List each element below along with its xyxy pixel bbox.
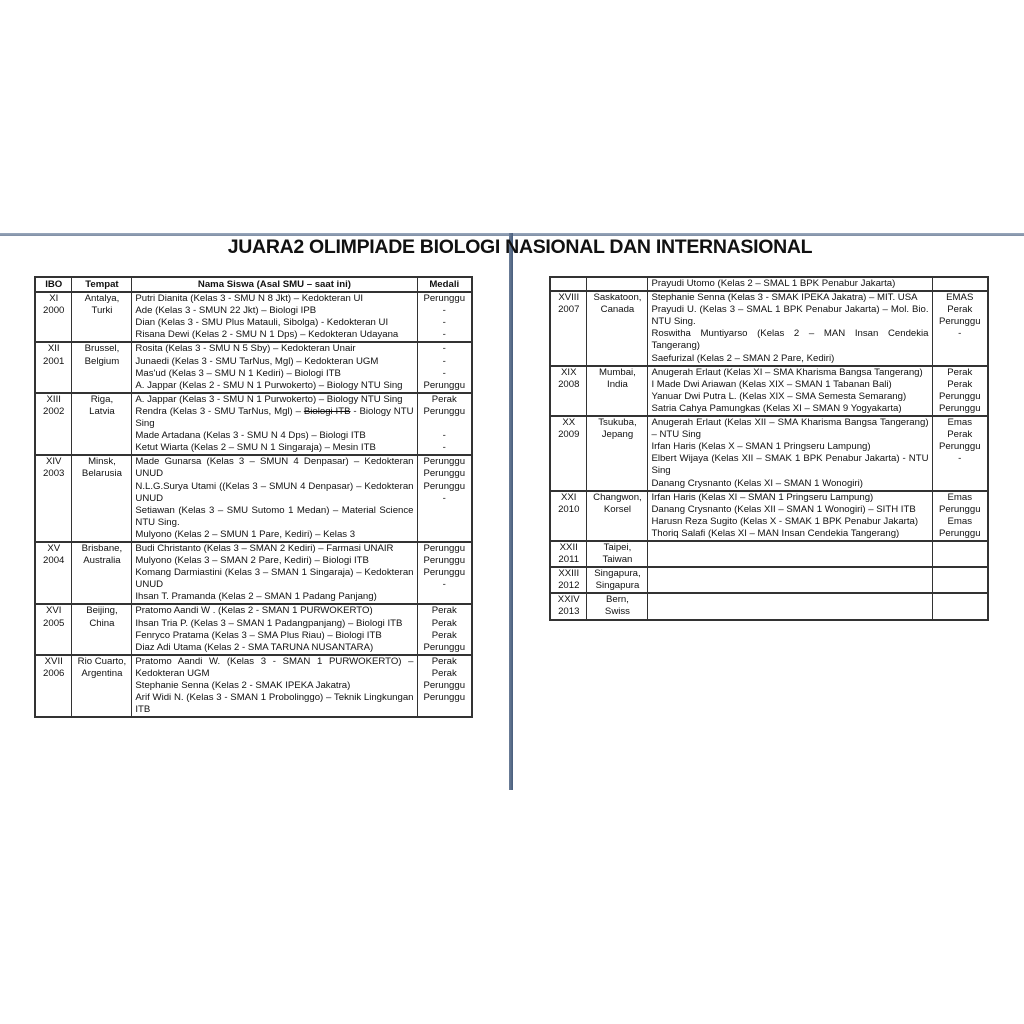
- medal: Perunggu: [423, 456, 466, 468]
- student-entry: Stephanie Senna (Kelas 2 - SMAK IPEKA Jakatra): [135, 680, 351, 691]
- venue-country: Singapura: [595, 580, 640, 592]
- table-row: [550, 541, 988, 567]
- venue-city: Brussel,: [84, 343, 120, 355]
- ibo-number: XVIII: [558, 292, 580, 304]
- medal: Perak: [431, 393, 457, 405]
- ibo-number: XVI: [45, 605, 62, 617]
- student-entry: Junaedi (Kelas 3 - SMU TarNus, Mgl) – Kedokteran UGM: [135, 355, 379, 367]
- medal: Perunggu: [938, 402, 981, 414]
- medal-list-empty: [932, 593, 988, 619]
- venue-city: Mumbai,: [599, 366, 636, 378]
- medal: -: [442, 430, 446, 442]
- student-entry: N.L.G.Surya Utami ((Kelas 3 – SMUN 4 Denpasar) – Kedokteran UNUD: [135, 480, 414, 504]
- medal: -: [442, 329, 446, 341]
- student-entry: A. Jappar (Kelas 2 - SMU N 1 Purwokerto) – Biology NTU Sing: [135, 379, 403, 391]
- student-entry: Saefurizal (Kelas 2 – SMAN 2 Pare, Kediri): [651, 352, 835, 364]
- student-entry: Diaz Adi Utama (Kelas 2 - SMA TARUNA NUSANTARA): [135, 641, 374, 653]
- header-tempat: Tempat: [72, 277, 132, 292]
- table-row: [35, 455, 472, 542]
- student-entry: Arif Widi N. (Kelas 3 - SMAN 1 Probolinggo) – Teknik Lingkungan ITB: [135, 692, 414, 716]
- venue-country: Taiwan: [602, 554, 633, 566]
- medal: Perak: [947, 378, 973, 390]
- medal: Perunggu: [938, 527, 981, 539]
- venue-city: Changwon,: [593, 491, 642, 503]
- student-entry: Mas'ud (Kelas 3 – SMU N 1 Kediri) – Biologi ITB: [135, 367, 341, 379]
- medal: Perunggu: [423, 692, 466, 704]
- venue-city: Antalya,: [84, 293, 120, 305]
- table-row: [35, 542, 472, 604]
- table-row: [550, 291, 988, 366]
- medal: Perunggu: [423, 542, 466, 554]
- ibo-number: XXIV: [557, 594, 580, 606]
- medal: Emas: [947, 417, 973, 429]
- venue-country: Belgium: [84, 355, 120, 367]
- venue-country: Belarusia: [81, 468, 122, 480]
- ibo-year: 2006: [43, 667, 65, 679]
- student-list-empty: [648, 593, 932, 619]
- table-row: [35, 604, 472, 654]
- table-row: [550, 366, 988, 416]
- ibo-number: XVII: [44, 655, 63, 667]
- venue-city: Tsukuba,: [598, 417, 637, 429]
- table-row-continuation: [550, 277, 988, 291]
- student-entry: Roswitha Muntiyarso (Kelas 2 – MAN Insan Cendekia Tangerang): [651, 328, 929, 352]
- student-entry: Pratomo Aandi W . (Kelas 2 - SMAN 1 PURWOKERTO): [135, 605, 373, 617]
- table-row: [35, 655, 472, 717]
- ibo-number: XXII: [559, 541, 578, 553]
- ibo-year: 2002: [43, 405, 65, 417]
- ibo-year: 2000: [43, 305, 65, 317]
- student-entry: Pratomo Aandi W. (Kelas 3 - SMAN 1 PURWOKERTO) – Kedokteran UGM: [135, 655, 414, 679]
- ibo-year: 2013: [558, 606, 580, 618]
- venue-country: Swiss: [604, 606, 630, 618]
- medal: -: [958, 453, 962, 465]
- medal: Perak: [947, 304, 973, 316]
- ibo-year: 2005: [43, 617, 65, 629]
- student-entry: Irfan Haris (Kelas X – SMAN 1 Pringseru Lampung): [651, 441, 871, 453]
- results-table-right: [549, 276, 989, 621]
- header-medali: Medali: [417, 277, 472, 292]
- medal: Perunggu: [423, 555, 466, 567]
- student-entry: Rosita (Kelas 3 - SMU N 5 Sby) – Kedokteran Unair: [135, 343, 356, 355]
- medal: Perunggu: [938, 441, 981, 453]
- medal: Perunggu: [423, 680, 466, 691]
- medal: Perunggu: [938, 503, 981, 515]
- medal-list-empty: [932, 567, 988, 593]
- venue-country: Latvia: [89, 405, 115, 417]
- student-entry: A. Jappar (Kelas 3 - SMU N 1 Purwokerto) – Biology NTU Sing: [135, 393, 403, 405]
- header-ibo: IBO: [35, 277, 72, 292]
- ibo-number: XII: [47, 343, 60, 355]
- student-entry: Komang Darmiastini (Kelas 3 – SMAN 1 Singaraja) – Kedokteran UNUD: [135, 567, 414, 591]
- venue-city: Bern,: [605, 594, 629, 606]
- student-entry: Yanuar Dwi Putra L. (Kelas XIX – SMA Semesta Semarang): [651, 390, 907, 402]
- ibo-number: XX: [562, 417, 576, 429]
- table-row: [35, 342, 472, 392]
- student-entry: Elbert Wijaya (Kelas XII – SMAK 1 BPK Penabur Jakarta) - NTU Sing: [651, 453, 929, 477]
- student-entry: Made Artadana (Kelas 3 - SMU N 4 Dps) – Biologi ITB: [135, 430, 366, 442]
- ibo-year: 2003: [43, 468, 65, 480]
- ibo-number: XIII: [46, 393, 61, 405]
- ibo-number: XIX: [561, 366, 577, 378]
- ibo-year: 2010: [558, 503, 580, 515]
- venue-country: Turki: [91, 305, 113, 317]
- venue-city: Brisbane,: [81, 542, 123, 554]
- student-entry: Risana Dewi (Kelas 2 - SMU N 1 Dps) – Kedokteran Udayana: [135, 329, 399, 341]
- medal: Emas: [947, 491, 973, 503]
- medal: -: [442, 442, 446, 454]
- medal: Perunggu: [423, 379, 466, 391]
- ibo-year: 2007: [558, 304, 580, 316]
- student-entry: Fenryco Pratama (Kelas 3 – SMA Plus Riau) – Biologi ITB: [135, 629, 382, 641]
- medal: Perunggu: [423, 405, 466, 417]
- venue-city: Singapura,: [594, 568, 641, 580]
- page-title: JUARA2 OLIMPIADE BIOLOGI NASIONAL DAN INTERNASIONAL: [227, 236, 813, 258]
- medal: Perunggu: [423, 468, 466, 480]
- medal-list-empty: [932, 541, 988, 567]
- student-entry: Prayudi Utomo (Kelas 2 – SMAL 1 BPK Penabur Jakarta): [651, 278, 896, 289]
- medal: Perunggu: [423, 480, 466, 492]
- venue-country: Australia: [83, 555, 121, 567]
- venue-country: Canada: [600, 304, 635, 316]
- table-header: [35, 277, 472, 292]
- medal: -: [442, 355, 446, 367]
- student-entry: Ihsan Tria P. (Kelas 3 – SMAN 1 Padangpanjang) – Biologi ITB: [135, 617, 403, 629]
- medal: EMAS: [946, 292, 974, 304]
- medal: Perak: [431, 617, 457, 629]
- medal: Emas: [947, 515, 973, 527]
- ibo-year: 2012: [558, 580, 580, 592]
- student-entry: Satria Cahya Pamungkas (Kelas XI – SMAN 9 Yogyakarta): [651, 402, 902, 414]
- medal: -: [442, 492, 446, 504]
- venue-city: Riga,: [90, 393, 114, 405]
- student-list-empty: [648, 567, 932, 593]
- venue-country: India: [607, 378, 628, 390]
- student-entry: Setiawan (Kelas 3 – SMU Sutomo 1 Medan) – Material Science NTU Sing.: [135, 504, 414, 528]
- student-entry: Stephanie Senna (Kelas 3 - SMAK IPEKA Jakatra) – MIT. USA: [651, 292, 918, 304]
- venue-country: Jepang: [601, 429, 634, 441]
- medal: -: [442, 305, 446, 317]
- medal: -: [958, 328, 962, 340]
- ibo-number: XIV: [45, 456, 62, 468]
- medal: Perunggu: [423, 641, 466, 653]
- student-entry: Ade (Kelas 3 - SMUN 22 Jkt) – Biologi IPB: [135, 305, 317, 317]
- student-entry: Putri Dianita (Kelas 3 - SMU N 8 Jkt) – Kedokteran UI: [135, 293, 364, 305]
- venue-city: Minsk,: [88, 456, 116, 468]
- ibo-year: 2009: [558, 429, 580, 441]
- student-entry: Danang Crysnanto (Kelas XI – SMAN 1 Wonogiri): [651, 477, 863, 489]
- student-entry: Mulyono (Kelas 2 – SMUN 1 Pare, Kediri) – Kelas 3: [135, 528, 356, 540]
- ibo-year: 2008: [558, 378, 580, 390]
- ibo-year: 2004: [43, 555, 65, 567]
- student-entry: Ketut Wiarta (Kelas 2 – SMU N 1 Singaraja) – Mesin ITB: [135, 442, 376, 454]
- student-entry: Harusn Reza Sugito (Kelas X - SMAK 1 BPK Penabur Jakarta): [651, 515, 919, 527]
- medal: -: [442, 343, 446, 355]
- medal: Perunggu: [423, 293, 466, 305]
- student-entry: Anugerah Erlaut (Kelas XII – SMA Kharisma Bangsa Tangerang) – NTU Sing: [651, 417, 929, 441]
- medal: [421, 418, 469, 430]
- medal: Perak: [947, 366, 973, 378]
- student-entry: Mulyono (Kelas 3 – SMAN 2 Pare, Kediri) – Biologi ITB: [135, 555, 369, 567]
- ibo-number: XXIII: [558, 568, 580, 580]
- medal: Perunggu: [938, 316, 981, 328]
- ibo-number: XXI: [561, 491, 577, 503]
- medal: Perak: [431, 667, 457, 679]
- venue-city: Beijing,: [86, 605, 118, 617]
- struck-text: Biologi ITB: [303, 405, 351, 417]
- student-entry: Dian (Kelas 3 - SMU Plus Matauli, Sibolga) - Kedokteran UI: [135, 317, 389, 329]
- table-row: [35, 292, 472, 342]
- medal: Perak: [431, 655, 457, 667]
- student-entry: Rendra (Kelas 3 - SMU TarNus, Mgl) – Biologi ITB - Biology NTU Sing: [135, 405, 414, 430]
- table-row: [550, 491, 988, 541]
- medal: Perak: [947, 429, 973, 441]
- student-entry: I Made Dwi Ariawan (Kelas XIX – SMAN 1 Tabanan Bali): [651, 378, 892, 390]
- venue-city: Saskatoon,: [593, 292, 642, 304]
- venue-country: China: [89, 617, 115, 629]
- ibo-number: XI: [49, 293, 59, 305]
- medal: -: [442, 579, 446, 591]
- medal: -: [442, 367, 446, 379]
- page-divider: [509, 233, 513, 790]
- medal: Perunggu: [938, 390, 981, 402]
- ibo-year: 2001: [43, 355, 65, 367]
- header-nama: Nama Siswa (Asal SMU – saat ini): [132, 277, 417, 292]
- medal: Perak: [431, 605, 457, 617]
- table-row: [550, 416, 988, 491]
- medal: Perak: [431, 629, 457, 641]
- table-row: [35, 393, 472, 455]
- student-entry: Budi Christanto (Kelas 3 – SMAN 2 Kediri) – Farmasi UNAIR: [135, 542, 394, 554]
- venue-city: Taipei,: [603, 541, 632, 553]
- student-entry: Prayudi U. (Kelas 3 – SMAL 1 BPK Penabur Jakarta) – Mol. Bio. NTU Sing.: [651, 304, 929, 328]
- student-entry: Made Gunarsa (Kelas 3 – SMUN 4 Denpasar) – Kedokteran UNUD: [135, 456, 414, 480]
- ibo-year: 2011: [558, 554, 580, 566]
- medal: Perunggu: [423, 567, 466, 579]
- ibo-number: XV: [47, 542, 61, 554]
- medal: -: [442, 317, 446, 329]
- student-entry: Irfan Haris (Kelas XI – SMAN 1 Pringseru Lampung): [651, 491, 874, 503]
- venue-country: Argentina: [81, 667, 123, 679]
- student-entry: Anugerah Erlaut (Kelas XI – SMA Kharisma Bangsa Tangerang): [651, 366, 923, 378]
- results-table-left: [34, 276, 473, 718]
- venue-city: Rio Cuarto,: [77, 655, 127, 667]
- student-entry: Thoriq Salafi (Kelas XI – MAN Insan Cendekia Tangerang): [651, 527, 900, 539]
- table-row: [550, 567, 988, 593]
- student-entry: Danang Crysnanto (Kelas XII – SMAN 1 Wonogiri) – SITH ITB: [651, 503, 916, 515]
- student-entry: Ihsan T. Pramanda (Kelas 2 – SMAN 1 Padang Panjang): [135, 591, 377, 603]
- table-row: [550, 593, 988, 619]
- venue-country: Korsel: [603, 503, 632, 515]
- student-list-empty: [648, 541, 932, 567]
